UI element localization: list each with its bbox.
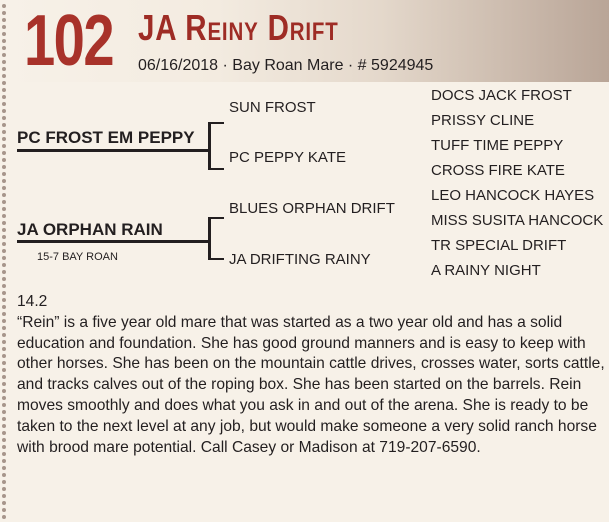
border-dot xyxy=(2,18,6,22)
border-dot xyxy=(2,284,6,288)
border-dot xyxy=(2,494,6,498)
border-dot xyxy=(2,515,6,519)
border-dot xyxy=(2,249,6,253)
border-dot xyxy=(2,109,6,113)
border-dot xyxy=(2,263,6,267)
border-dot xyxy=(2,459,6,463)
dam-sire-dam-name: MISS SUSITA HANCOCK xyxy=(431,212,604,229)
dam-bracket xyxy=(208,217,211,260)
border-dot xyxy=(2,32,6,36)
border-dot xyxy=(2,347,6,351)
border-dot xyxy=(2,130,6,134)
sire-bracket xyxy=(208,122,211,170)
border-dot xyxy=(2,375,6,379)
border-dot xyxy=(2,214,6,218)
border-dot xyxy=(2,298,6,302)
dam-bracket-top xyxy=(208,217,224,219)
border-dot xyxy=(2,466,6,470)
dam-record: 15-7 BAY ROAN xyxy=(37,251,118,263)
border-dot xyxy=(2,60,6,64)
border-dot xyxy=(2,235,6,239)
border-dot xyxy=(2,305,6,309)
border-dot xyxy=(2,354,6,358)
border-dot xyxy=(2,102,6,106)
dam-name: JA ORPHAN RAIN xyxy=(17,220,163,239)
sire-bracket-top xyxy=(208,122,224,124)
horse-description xyxy=(17,292,609,458)
border-dot xyxy=(2,53,6,57)
border-dot xyxy=(2,291,6,295)
sire-sire-dam-name: PRISSY CLINE xyxy=(431,112,535,129)
border-dot xyxy=(2,228,6,232)
border-dot xyxy=(2,74,6,78)
border-dot xyxy=(2,473,6,477)
border-dot xyxy=(2,424,6,428)
border-dot xyxy=(2,333,6,337)
border-dot xyxy=(2,207,6,211)
border-dot xyxy=(2,242,6,246)
border-dot xyxy=(2,151,6,155)
border-dot xyxy=(2,501,6,505)
border-dot xyxy=(2,186,6,190)
border-dot xyxy=(2,382,6,386)
description-text: “Rein” is a five year old mare that was started as a two year old and has a solid education and foundation. She has good ground manners and is easy to keep with other horses. She has been on the mountain cattle drives, crosses water, sorts cattle, and tracks calves out of the roping box. She has been started on the barrels. Rein moves smoothly and does what you ask in and out of the arena. She is ready to be taken to the next level at any job, but would make someone a very solid ranch horse with brood mare potential. Call Casey or Madison at 719-207-6590. xyxy=(17,313,605,456)
dam-sire-name: BLUES ORPHAN DRIFT xyxy=(229,200,395,217)
border-dot xyxy=(2,508,6,512)
border-dot xyxy=(2,431,6,435)
dam-dam-dam-name: A RAINY NIGHT xyxy=(431,262,541,279)
sire-dam-sire-name: TUFF TIME PEPPY xyxy=(431,137,564,154)
border-dot xyxy=(2,200,6,204)
border-dot xyxy=(2,137,6,141)
sire-underline xyxy=(17,149,210,152)
border-dot xyxy=(2,39,6,43)
border-dot xyxy=(2,95,6,99)
dam-bracket-bottom xyxy=(208,258,224,260)
sire-dam-dam-name: CROSS FIRE KATE xyxy=(431,162,565,179)
border-dot xyxy=(2,46,6,50)
sire-bracket-bottom xyxy=(208,168,224,170)
dam-underline xyxy=(17,240,210,243)
border-dot xyxy=(2,144,6,148)
border-dot xyxy=(2,368,6,372)
border-dot xyxy=(2,452,6,456)
sire-sire-name: SUN FROST xyxy=(229,99,316,116)
border-dot xyxy=(2,445,6,449)
border-dot xyxy=(2,67,6,71)
border-dot xyxy=(2,270,6,274)
border-dot xyxy=(2,81,6,85)
border-dot xyxy=(2,410,6,414)
border-dot xyxy=(2,396,6,400)
border-dot xyxy=(2,438,6,442)
border-dot xyxy=(2,88,6,92)
border-dot xyxy=(2,172,6,176)
dotted-border xyxy=(0,0,8,522)
border-dot xyxy=(2,123,6,127)
horse-height: 14.2 xyxy=(17,293,48,310)
border-dot xyxy=(2,179,6,183)
border-dot xyxy=(2,487,6,491)
border-dot xyxy=(2,417,6,421)
border-dot xyxy=(2,165,6,169)
sire-dam-name: PC PEPPY KATE xyxy=(229,149,346,166)
sire-sire-sire-name: DOCS JACK FROST xyxy=(431,87,572,104)
border-dot xyxy=(2,480,6,484)
border-dot xyxy=(2,11,6,15)
dam-sire-sire-name: LEO HANCOCK HAYES xyxy=(431,187,595,204)
border-dot xyxy=(2,116,6,120)
dam-dam-name: JA DRIFTING RAINY xyxy=(229,251,371,268)
border-dot xyxy=(2,221,6,225)
border-dot xyxy=(2,319,6,323)
border-dot xyxy=(2,158,6,162)
border-dot xyxy=(2,25,6,29)
lot-number: 102 xyxy=(24,1,114,81)
horse-info: 06/16/2018 · Bay Roan Mare · # 5924945 xyxy=(138,57,434,74)
border-dot xyxy=(2,403,6,407)
border-dot xyxy=(2,4,6,8)
dam-dam-sire-name: TR SPECIAL DRIFT xyxy=(431,237,567,254)
border-dot xyxy=(2,361,6,365)
border-dot xyxy=(2,326,6,330)
border-dot xyxy=(2,256,6,260)
border-dot xyxy=(2,193,6,197)
border-dot xyxy=(2,312,6,316)
sire-name: PC FROST EM PEPPY xyxy=(17,128,195,147)
horse-name: JA Reiny Drift xyxy=(138,7,339,48)
border-dot xyxy=(2,389,6,393)
border-dot xyxy=(2,340,6,344)
lot-header xyxy=(8,0,609,82)
border-dot xyxy=(2,277,6,281)
